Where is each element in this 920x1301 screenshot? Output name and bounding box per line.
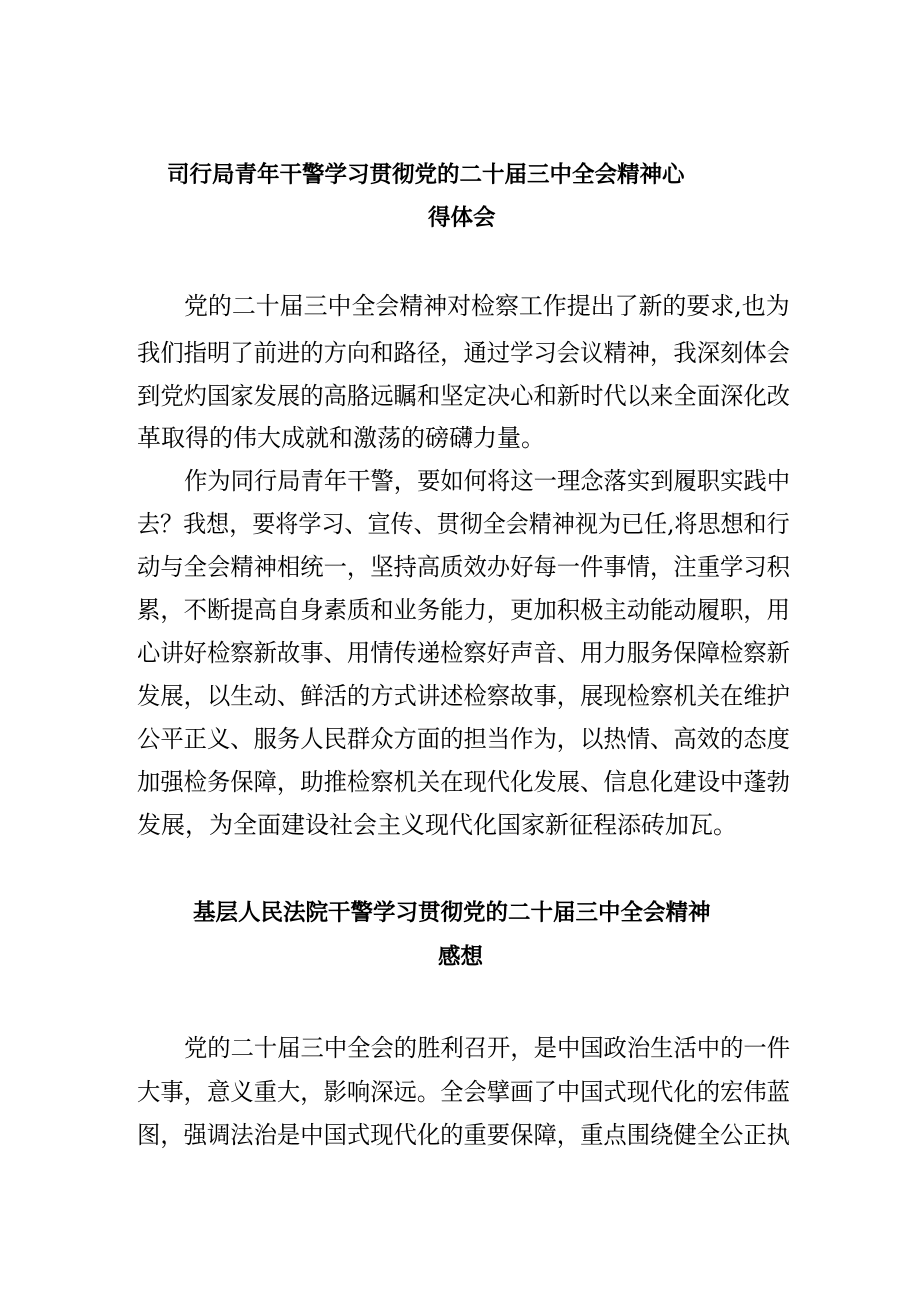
article2-paragraph1-line: 图，强调法治是中国式现代化的重要保障，重点围绕健全公正执 [137, 1121, 790, 1149]
article1-paragraph2-line: 公平正义、服务人民群众方面的担当作为，以热情、高效的态度 [137, 725, 790, 753]
article2-title-line2: 感想 [438, 944, 484, 970]
article1-paragraph1-line: 革取得的伟大成就和激荡的磅礴力量。 [137, 424, 545, 452]
article1-paragraph2-line: 发展，以生动、鲜活的方式讲述检察故事，展现检察机关在维护 [137, 682, 790, 710]
article1-paragraph1-line: 到党灼国家发展的高胳远瞩和坚定决心和新时代以来全面深化改 [137, 382, 790, 410]
article2-paragraph1-line: 大事，意义重大，影响深远。全会擘画了中国式现代化的宏伟蓝 [137, 1078, 790, 1106]
article2-title-line1: 基层人民法院干警学习贯彻党的二十届三中全会精神 [193, 900, 711, 926]
article1-paragraph2-line: 心讲好检察新故事、用情传递检察好声音、用力服务保障检察新 [137, 639, 790, 667]
article1-paragraph1-line: 我们指明了前进的方向和路径，通过学习会议精神，我深刻体会 [137, 339, 790, 367]
article1-paragraph2-line: 加强检务保障，助推检察机关在现代化发展、信息化建设中蓬勃 [137, 768, 790, 796]
article1-paragraph2-line: 累，不断提高自身素质和业务能力，更加积极主动能动履职，用 [137, 596, 790, 624]
article1-paragraph2-line: 去？我想，要将学习、宣传、贯彻全会精神视为已任,将思想和行 [137, 510, 790, 538]
article1-paragraph1-line: 党的二十届三中全会精神对检察工作提出了新的要求,也为 [184, 292, 790, 320]
article1-paragraph2-line: 动与全会精神相统一，坚持高质效办好每一件事情，注重学习积 [137, 553, 790, 581]
article1-paragraph2-line: 发展，为全面建设社会主义现代化国家新征程添砖加瓦。 [137, 811, 737, 839]
article2-paragraph1-line: 党的二十届三中全会的胜利召开，是中国政治生活中的一件 [184, 1034, 791, 1062]
article1-title-line2: 得体会 [428, 205, 496, 231]
article1-paragraph2-line: 作为同行局青年干警，要如何将这一理念落实到履职实践中 [184, 467, 791, 495]
article1-title-line1: 司行局青年干警学习贯彻党的二十届三中全会精神心 [167, 162, 685, 188]
